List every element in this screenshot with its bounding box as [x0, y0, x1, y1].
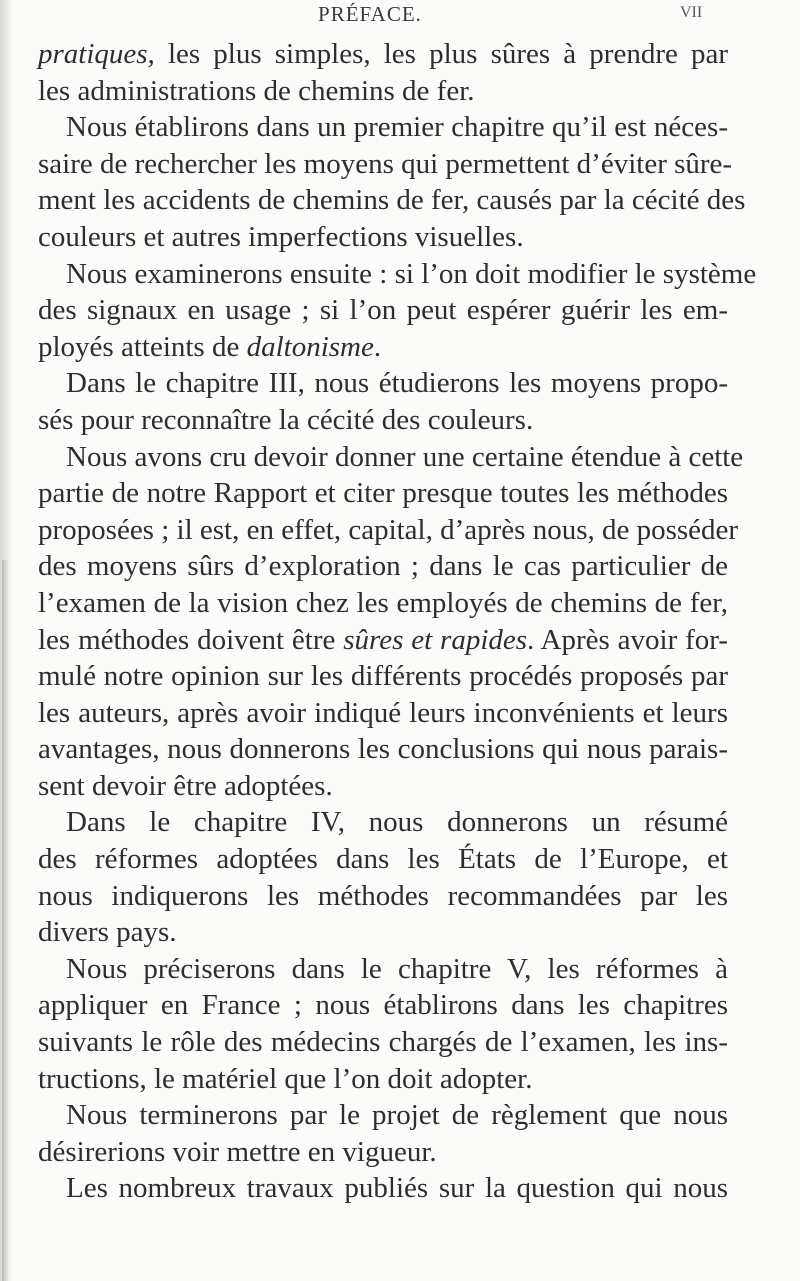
- page-binding-edge: [0, 0, 14, 1281]
- text-line: saire de rechercher les moyens qui permettent d’éviter sûre-: [38, 147, 733, 180]
- text-line: mulé notre opinion sur les différents procédés proposés par: [38, 660, 728, 693]
- text-line: des réformes adoptées dans les États de l’Europe, et: [38, 843, 728, 876]
- running-head: [0, 2, 800, 32]
- text-line: appliquer en France ; nous établirons dans les chapitres: [38, 989, 728, 1022]
- text-line: Nous examinerons ensuite : si l’on doit modifier le système: [66, 257, 757, 290]
- text-line: Nous terminerons par le projet de règlement que nous: [66, 1099, 728, 1132]
- text-line-rest: les plus simples, les plus sûres à prendre par: [167, 38, 729, 70]
- text-line: Nous établirons dans un premier chapitre qu’il est néces-: [66, 111, 728, 144]
- text-line: divers pays.: [38, 916, 177, 949]
- page-number: VII: [680, 4, 703, 21]
- text-line: partie de notre Rapport et citer presque toutes les méthodes: [38, 477, 728, 510]
- text-line: nous indiquerons les méthodes recommandées par les: [38, 879, 728, 912]
- italic-word: daltonisme: [246, 330, 374, 363]
- body-text: [38, 36, 757, 1207]
- text-line: avantages, nous donnerons les conclusions qui nous parais-: [38, 733, 728, 766]
- text-line: les auteurs, après avoir indiqué leurs inconvénients et leurs: [38, 696, 728, 729]
- text-line-start: les méthodes doivent être: [38, 623, 344, 656]
- text-line: Dans le chapitre IV, nous donnerons un résumé: [66, 806, 728, 839]
- text-line: [38, 622, 728, 659]
- text-line-end: .: [373, 330, 382, 363]
- italic-word: pratiques,: [38, 38, 155, 70]
- text-line: Nous avons cru devoir donner une certaine étendue à cette: [66, 440, 744, 473]
- italic-word: sûres et rapides: [343, 623, 528, 656]
- text-line: sent devoir être adoptées.: [38, 769, 333, 802]
- text-line: sés pour reconnaître la cécité des couleurs.: [38, 403, 534, 436]
- text-line: [38, 329, 728, 366]
- text-line: désirerions voir mettre en vigueur.: [38, 1135, 437, 1168]
- text-line: Nous préciserons dans le chapitre V, les réformes à: [66, 952, 728, 985]
- text-line: couleurs et autres imperfections visuelles.: [38, 220, 524, 253]
- text-line: ment les accidents de chemins de fer, causés par la cécité des: [38, 184, 746, 217]
- text-line: des signaux en usage ; si l’on peut espérer guérir les em-: [38, 294, 728, 327]
- text-line: [38, 36, 728, 73]
- text-line: proposées ; il est, en effet, capital, d’après nous, de posséder: [38, 513, 739, 546]
- text-line: Les nombreux travaux publiés sur la question qui nous: [66, 1172, 728, 1205]
- text-line: l’examen de la vision chez les employés de chemins de fer,: [38, 586, 728, 619]
- text-line: des moyens sûrs d’exploration ; dans le cas particulier de: [38, 550, 728, 583]
- text-line-start: ployés atteints de: [38, 330, 247, 363]
- text-line: suivants le rôle des médecins chargés de l’examen, les ins-: [38, 1026, 728, 1059]
- text-line-end: . Après avoir for-: [527, 623, 728, 656]
- text-line: tructions, le matériel que l’on doit adopter.: [38, 1062, 533, 1095]
- running-title: PRÉFACE.: [318, 2, 422, 26]
- text-line: Dans le chapitre III, nous étudierons les moyens propo-: [66, 367, 728, 400]
- text-line: les administrations de chemins de fer.: [38, 74, 475, 107]
